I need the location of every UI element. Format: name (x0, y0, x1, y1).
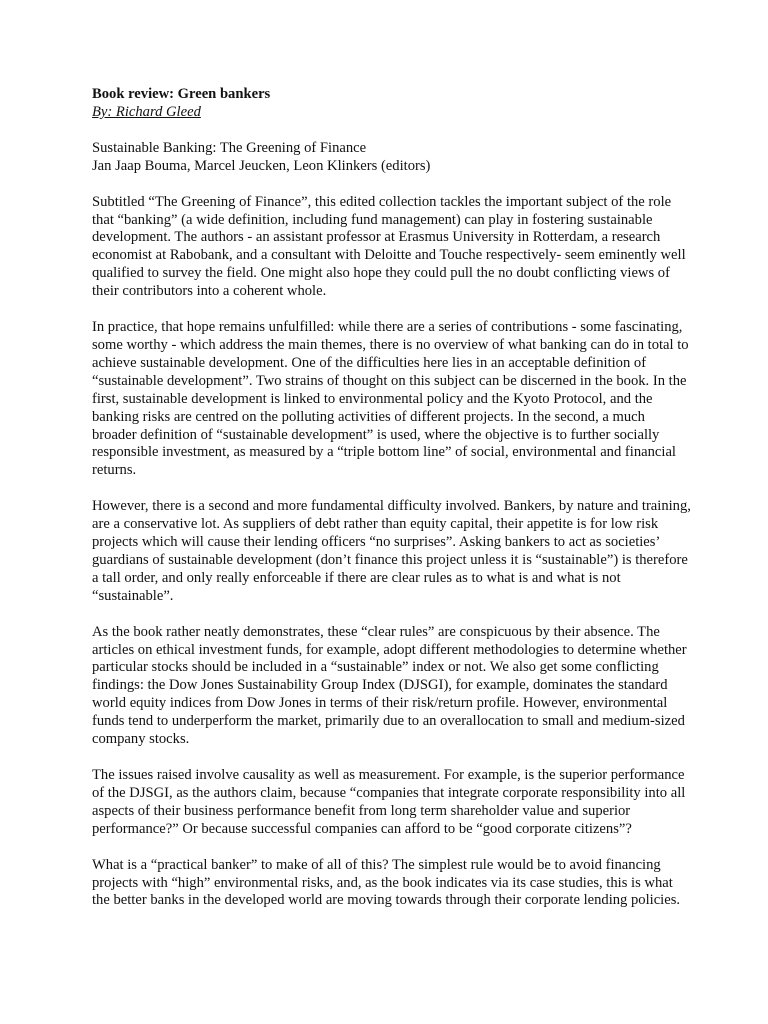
article-byline: By: Richard Gleed (92, 103, 201, 120)
book-title: Sustainable Banking: The Greening of Finance (92, 139, 367, 156)
book-editors: Jan Jaap Bouma, Marcel Jeucken, Leon Klinkers (editors) (92, 157, 431, 174)
paragraph-3: However, there is a second and more fundamental difficulty involved. Bankers, by nature and training, are a conservative lot. As suppliers of debt rather than equity capital, their appetite is for low risk projects which will cause their lending officers “no surprises”. Asking bankers to act as societies’ guardians of sustainable development (don’t finance this project unless it is “sustainable”) is therefore a tall order, and only really enforceable if there are clear rules as to what is and what is not “sustainable”. (92, 498, 691, 604)
paragraph-2: In practice, that hope remains unfulfilled: while there are a series of contributions - some fascinating, some worthy - which address the main themes, there is no overview of what banking can do in total to achieve sustainable development. One of the difficulties here lies in an acceptable definition of “sustainable development”. Two strains of thought on this subject can be discerned in the book. In the first, sustainable development is linked to environmental policy and the Kyoto Protocol, and the banking risks are centred on the polluting activities of different projects. In the second, a much broader definition of “sustainable development” is used, where the objective is to further socially responsible investment, as measured by a “triple bottom line” of social, environmental and financial returns. (92, 319, 689, 479)
book-info (92, 140, 692, 176)
paragraph-6: What is a “practical banker” to make of all of this? The simplest rule would be to avoid financing projects with “high” environmental risks, and, as the book indicates via its case studies, this is what the better banks in the developed world are moving towards through their corporate lending policies. (92, 856, 681, 909)
document-page (92, 86, 692, 928)
paragraph-5: The issues raised involve causality as well as measurement. For example, is the superior performance of the DJSGI, as the authors claim, because “companies that integrate corporate responsibility into all aspects of their business performance benefit from long term shareholder value and superior performance?” Or because successful companies can afford to be “good corporate citizens”? (92, 767, 686, 837)
paragraph-4: As the book rather neatly demonstrates, these “clear rules” are conspicuous by their absence. The articles on ethical investment funds, for example, adopt different methodologies to determine whether particular stocks should be included in a “sustainable” index or not. We also get some conflicting findings: the Dow Jones Sustainability Group Index (DJSGI), for example, dominates the standard world equity indices from Dow Jones in terms of their risk/return profile. However, environmental funds tend to underperform the market, primarily due to an overallocation to small and medium-sized company stocks. (92, 623, 687, 748)
article-title: Book review: Green bankers (92, 86, 271, 102)
paragraph-1: Subtitled “The Greening of Finance”, this edited collection tackles the important subject of the role that “banking” (a wide definition, including fund management) can play in fostering sustainable development. The authors - an assistant professor at Erasmus University in Rotterdam, a research economist at Rabobank, and a consultant with Deloitte and Touche respectively- seem eminently well qualified to survey the field. One might also hope they could pull the no doubt conflicting views of their contributors into a coherent whole. (92, 193, 686, 300)
